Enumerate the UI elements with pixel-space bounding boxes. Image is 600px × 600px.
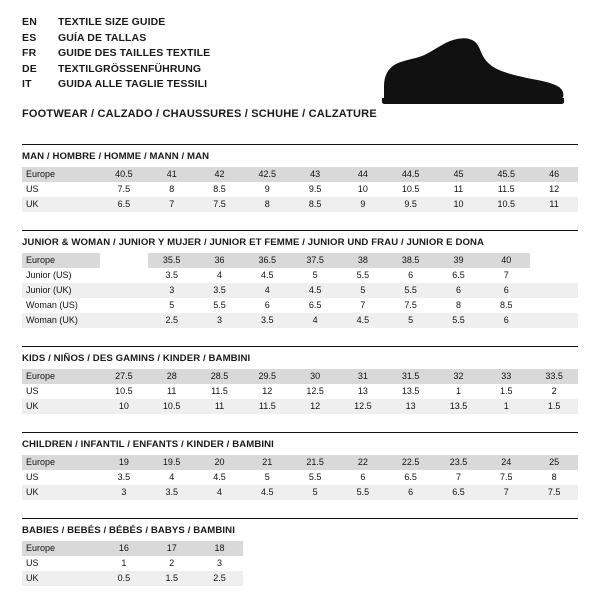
row-label: UK xyxy=(22,485,100,500)
row-label: UK xyxy=(22,571,100,586)
cell: 19 xyxy=(100,455,148,470)
cell: 12 xyxy=(530,182,578,197)
divider xyxy=(22,432,578,433)
cell: 33.5 xyxy=(530,369,578,384)
cell: 40.5 xyxy=(100,167,148,182)
cell: 6.5 xyxy=(435,268,483,283)
cell: 12.5 xyxy=(291,384,339,399)
cell: 4 xyxy=(148,470,196,485)
cell xyxy=(530,541,578,556)
cell: 2.5 xyxy=(148,313,196,328)
row-label: Europe xyxy=(22,455,100,470)
table-row xyxy=(22,455,578,470)
size-table-man xyxy=(22,167,578,212)
cell: 9 xyxy=(339,197,387,212)
section-title: CHILDREN / INFANTIL / ENFANTS / KINDER / BAMBINI xyxy=(22,439,274,450)
table-row xyxy=(22,167,578,182)
cell: 39 xyxy=(435,253,483,268)
cell: 42 xyxy=(196,167,244,182)
cell: 4 xyxy=(196,268,244,283)
cell: 22 xyxy=(339,455,387,470)
cell xyxy=(100,313,148,328)
cell: 6 xyxy=(482,313,530,328)
cell: 37.5 xyxy=(291,253,339,268)
cell: 7.5 xyxy=(387,298,435,313)
section-children xyxy=(22,432,578,500)
cell: 36.5 xyxy=(243,253,291,268)
cell xyxy=(339,541,387,556)
cell: 19.5 xyxy=(148,455,196,470)
cell: 5 xyxy=(148,298,196,313)
cell xyxy=(530,571,578,586)
cell: 11 xyxy=(435,182,483,197)
language-code: FR xyxy=(22,47,37,59)
cell xyxy=(435,541,483,556)
cell: 38 xyxy=(339,253,387,268)
row-label: Woman (US) xyxy=(22,298,100,313)
cell: 17 xyxy=(148,541,196,556)
section-title: MAN / HOMBRE / HOMME / MANN / MAN xyxy=(22,151,210,162)
cell: 10.5 xyxy=(482,197,530,212)
cell: 5.5 xyxy=(291,470,339,485)
cell xyxy=(243,556,291,571)
cell xyxy=(435,571,483,586)
language-code: DE xyxy=(22,62,37,75)
cell: 10 xyxy=(435,197,483,212)
cell: 4.5 xyxy=(196,470,244,485)
cell: 3.5 xyxy=(100,470,148,485)
cell: 43 xyxy=(291,167,339,182)
cell: 2.5 xyxy=(196,571,244,586)
cell xyxy=(387,541,435,556)
cell: 21 xyxy=(243,455,291,470)
language-code: EN xyxy=(22,16,37,28)
cell: 10.5 xyxy=(148,399,196,414)
cell: 1 xyxy=(482,399,530,414)
row-label: UK xyxy=(22,197,100,212)
cell xyxy=(482,556,530,571)
cell: 8 xyxy=(435,298,483,313)
cell: 5.5 xyxy=(339,268,387,283)
table-row xyxy=(22,253,578,268)
cell: 11.5 xyxy=(196,384,244,399)
cell xyxy=(482,541,530,556)
cell xyxy=(482,571,530,586)
cell: 45.5 xyxy=(482,167,530,182)
language-row xyxy=(22,63,210,79)
cell: 8.5 xyxy=(291,197,339,212)
cell: 4.5 xyxy=(243,485,291,500)
row-label: US xyxy=(22,556,100,571)
cell: 13.5 xyxy=(435,399,483,414)
divider xyxy=(22,346,578,347)
divider xyxy=(22,518,578,519)
cell: 5.5 xyxy=(435,313,483,328)
size-table-babies xyxy=(22,541,578,586)
table-row xyxy=(22,571,578,586)
cell: 12 xyxy=(243,384,291,399)
row-label: US xyxy=(22,384,100,399)
cell xyxy=(291,556,339,571)
cell: 2 xyxy=(148,556,196,571)
row-label: Europe xyxy=(22,253,100,268)
cell: 45 xyxy=(435,167,483,182)
cell: 6 xyxy=(243,298,291,313)
cell: 7 xyxy=(482,268,530,283)
section-babies xyxy=(22,518,578,586)
cell: 44.5 xyxy=(387,167,435,182)
language-row xyxy=(22,47,210,63)
row-label: Europe xyxy=(22,541,100,556)
cell: 4.5 xyxy=(243,268,291,283)
language-code: IT xyxy=(22,78,32,90)
cell: 10.5 xyxy=(387,182,435,197)
cell: 5.5 xyxy=(339,485,387,500)
cell: 35.5 xyxy=(148,253,196,268)
cell: 31 xyxy=(339,369,387,384)
cell: 9.5 xyxy=(387,197,435,212)
cell: 11.5 xyxy=(482,182,530,197)
cell: 12 xyxy=(291,399,339,414)
row-label: Junior (UK) xyxy=(22,283,100,298)
cell: 7 xyxy=(482,485,530,500)
cell: 7.5 xyxy=(530,485,578,500)
cell: 7 xyxy=(435,470,483,485)
cell: 1.5 xyxy=(148,571,196,586)
cell: 6 xyxy=(482,283,530,298)
cell: 7.5 xyxy=(482,470,530,485)
cell: 44 xyxy=(339,167,387,182)
cell: 1 xyxy=(435,384,483,399)
table-row xyxy=(22,182,578,197)
cell: 5 xyxy=(291,485,339,500)
cell: 30 xyxy=(291,369,339,384)
cell: 11 xyxy=(530,197,578,212)
cell xyxy=(387,556,435,571)
cell xyxy=(100,268,148,283)
cell: 3.5 xyxy=(148,485,196,500)
cell: 4 xyxy=(196,485,244,500)
cell: 32 xyxy=(435,369,483,384)
table-row xyxy=(22,485,578,500)
cell: 10 xyxy=(339,182,387,197)
cell xyxy=(530,313,578,328)
size-table-children xyxy=(22,455,578,500)
table-row xyxy=(22,268,578,283)
cell xyxy=(387,571,435,586)
cell: 7 xyxy=(148,197,196,212)
table-row xyxy=(22,369,578,384)
language-title: GUIDE DES TAILLES TEXTILE xyxy=(58,47,211,59)
cell: 24 xyxy=(482,455,530,470)
cell: 6 xyxy=(387,268,435,283)
section-kids xyxy=(22,346,578,414)
cell: 1.5 xyxy=(530,399,578,414)
language-row xyxy=(22,16,210,32)
cell: 27.5 xyxy=(100,369,148,384)
language-title: GUIDA ALLE TAGLIE TESSILI xyxy=(58,78,208,90)
cell: 4 xyxy=(243,283,291,298)
cell: 9.5 xyxy=(291,182,339,197)
cell: 8.5 xyxy=(196,182,244,197)
cell: 3 xyxy=(148,283,196,298)
cell: 3 xyxy=(100,485,148,500)
cell: 22.5 xyxy=(387,455,435,470)
cell: 10 xyxy=(100,399,148,414)
cell: 2 xyxy=(530,384,578,399)
cell xyxy=(530,253,578,268)
cell: 41 xyxy=(148,167,196,182)
row-label: Junior (US) xyxy=(22,268,100,283)
cell: 10.5 xyxy=(100,384,148,399)
row-label: Woman (UK) xyxy=(22,313,100,328)
cell: 11 xyxy=(148,384,196,399)
cell: 3.5 xyxy=(196,283,244,298)
cell: 5 xyxy=(291,268,339,283)
cell xyxy=(530,298,578,313)
cell: 28.5 xyxy=(196,369,244,384)
row-label: US xyxy=(22,470,100,485)
cell: 5 xyxy=(339,283,387,298)
cell xyxy=(291,571,339,586)
table-row xyxy=(22,283,578,298)
header xyxy=(22,16,578,120)
cell: 16 xyxy=(100,541,148,556)
section-title: BABIES / BEBÉS / BÉBÉS / BABYS / BAMBINI xyxy=(22,525,235,536)
row-label: US xyxy=(22,182,100,197)
cell: 4.5 xyxy=(291,283,339,298)
cell: 0.5 xyxy=(100,571,148,586)
cell xyxy=(100,283,148,298)
row-label: Europe xyxy=(22,167,100,182)
cell xyxy=(243,541,291,556)
cell xyxy=(339,571,387,586)
cell: 7.5 xyxy=(100,182,148,197)
size-table-junior-woman xyxy=(22,253,578,328)
table-row xyxy=(22,399,578,414)
cell: 13 xyxy=(387,399,435,414)
language-title: TEXTILE SIZE GUIDE xyxy=(58,16,166,28)
cell xyxy=(100,298,148,313)
section-man xyxy=(22,144,578,212)
cell xyxy=(435,556,483,571)
section-junior-woman xyxy=(22,230,578,328)
cell: 46 xyxy=(530,167,578,182)
cell: 8 xyxy=(148,182,196,197)
cell: 6.5 xyxy=(291,298,339,313)
cell: 4.5 xyxy=(339,313,387,328)
cell xyxy=(530,556,578,571)
language-title-table xyxy=(22,16,210,94)
category-line: FOOTWEAR / CALZADO / CHAUSSURES / SCHUHE / CALZATURE xyxy=(22,107,377,120)
table-row xyxy=(22,470,578,485)
language-title: TEXTILGRÖSSENFÜHRUNG xyxy=(58,62,202,75)
cell: 6.5 xyxy=(387,470,435,485)
cell: 3.5 xyxy=(148,268,196,283)
cell: 6 xyxy=(387,485,435,500)
table-row xyxy=(22,541,578,556)
cell: 4 xyxy=(291,313,339,328)
cell: 42.5 xyxy=(243,167,291,182)
cell: 21.5 xyxy=(291,455,339,470)
dress-shoe-icon xyxy=(378,34,568,106)
cell: 7 xyxy=(339,298,387,313)
cell: 25 xyxy=(530,455,578,470)
cell: 29.5 xyxy=(243,369,291,384)
cell xyxy=(530,283,578,298)
row-label: UK xyxy=(22,399,100,414)
cell: 8.5 xyxy=(482,298,530,313)
cell: 9 xyxy=(243,182,291,197)
cell: 11.5 xyxy=(243,399,291,414)
table-row xyxy=(22,298,578,313)
cell: 13.5 xyxy=(387,384,435,399)
cell xyxy=(243,571,291,586)
table-row xyxy=(22,556,578,571)
table-row xyxy=(22,197,578,212)
cell: 28 xyxy=(148,369,196,384)
table-row xyxy=(22,313,578,328)
cell: 6 xyxy=(339,470,387,485)
cell: 12.5 xyxy=(339,399,387,414)
language-row xyxy=(22,78,210,94)
cell: 23.5 xyxy=(435,455,483,470)
cell: 3.5 xyxy=(243,313,291,328)
cell: 18 xyxy=(196,541,244,556)
cell: 13 xyxy=(339,384,387,399)
cell: 6 xyxy=(435,283,483,298)
cell: 5 xyxy=(243,470,291,485)
cell: 31.5 xyxy=(387,369,435,384)
divider xyxy=(22,230,578,231)
table-row xyxy=(22,384,578,399)
divider xyxy=(22,144,578,145)
cell: 36 xyxy=(196,253,244,268)
cell: 1.5 xyxy=(482,384,530,399)
cell: 6.5 xyxy=(435,485,483,500)
cell: 38.5 xyxy=(387,253,435,268)
cell: 5.5 xyxy=(196,298,244,313)
cell: 3 xyxy=(196,556,244,571)
cell xyxy=(100,253,148,268)
cell xyxy=(339,556,387,571)
language-code: ES xyxy=(22,31,37,44)
cell: 6.5 xyxy=(100,197,148,212)
cell xyxy=(530,268,578,283)
cell: 7.5 xyxy=(196,197,244,212)
cell: 11 xyxy=(196,399,244,414)
cell: 20 xyxy=(196,455,244,470)
language-row xyxy=(22,32,210,48)
row-label: Europe xyxy=(22,369,100,384)
language-title: GUÍA DE TALLAS xyxy=(58,31,147,44)
cell: 1 xyxy=(100,556,148,571)
section-title: KIDS / NIÑOS / DES GAMINS / KINDER / BAMBINI xyxy=(22,353,251,364)
cell: 5 xyxy=(387,313,435,328)
cell: 33 xyxy=(482,369,530,384)
cell: 5.5 xyxy=(387,283,435,298)
section-title: JUNIOR & WOMAN / JUNIOR Y MUJER / JUNIOR ET FEMME / JUNIOR UND FRAU / JUNIOR E DONA xyxy=(22,237,485,248)
cell: 8 xyxy=(243,197,291,212)
cell: 3 xyxy=(196,313,244,328)
cell: 8 xyxy=(530,470,578,485)
cell xyxy=(291,541,339,556)
size-table-kids xyxy=(22,369,578,414)
cell: 40 xyxy=(482,253,530,268)
